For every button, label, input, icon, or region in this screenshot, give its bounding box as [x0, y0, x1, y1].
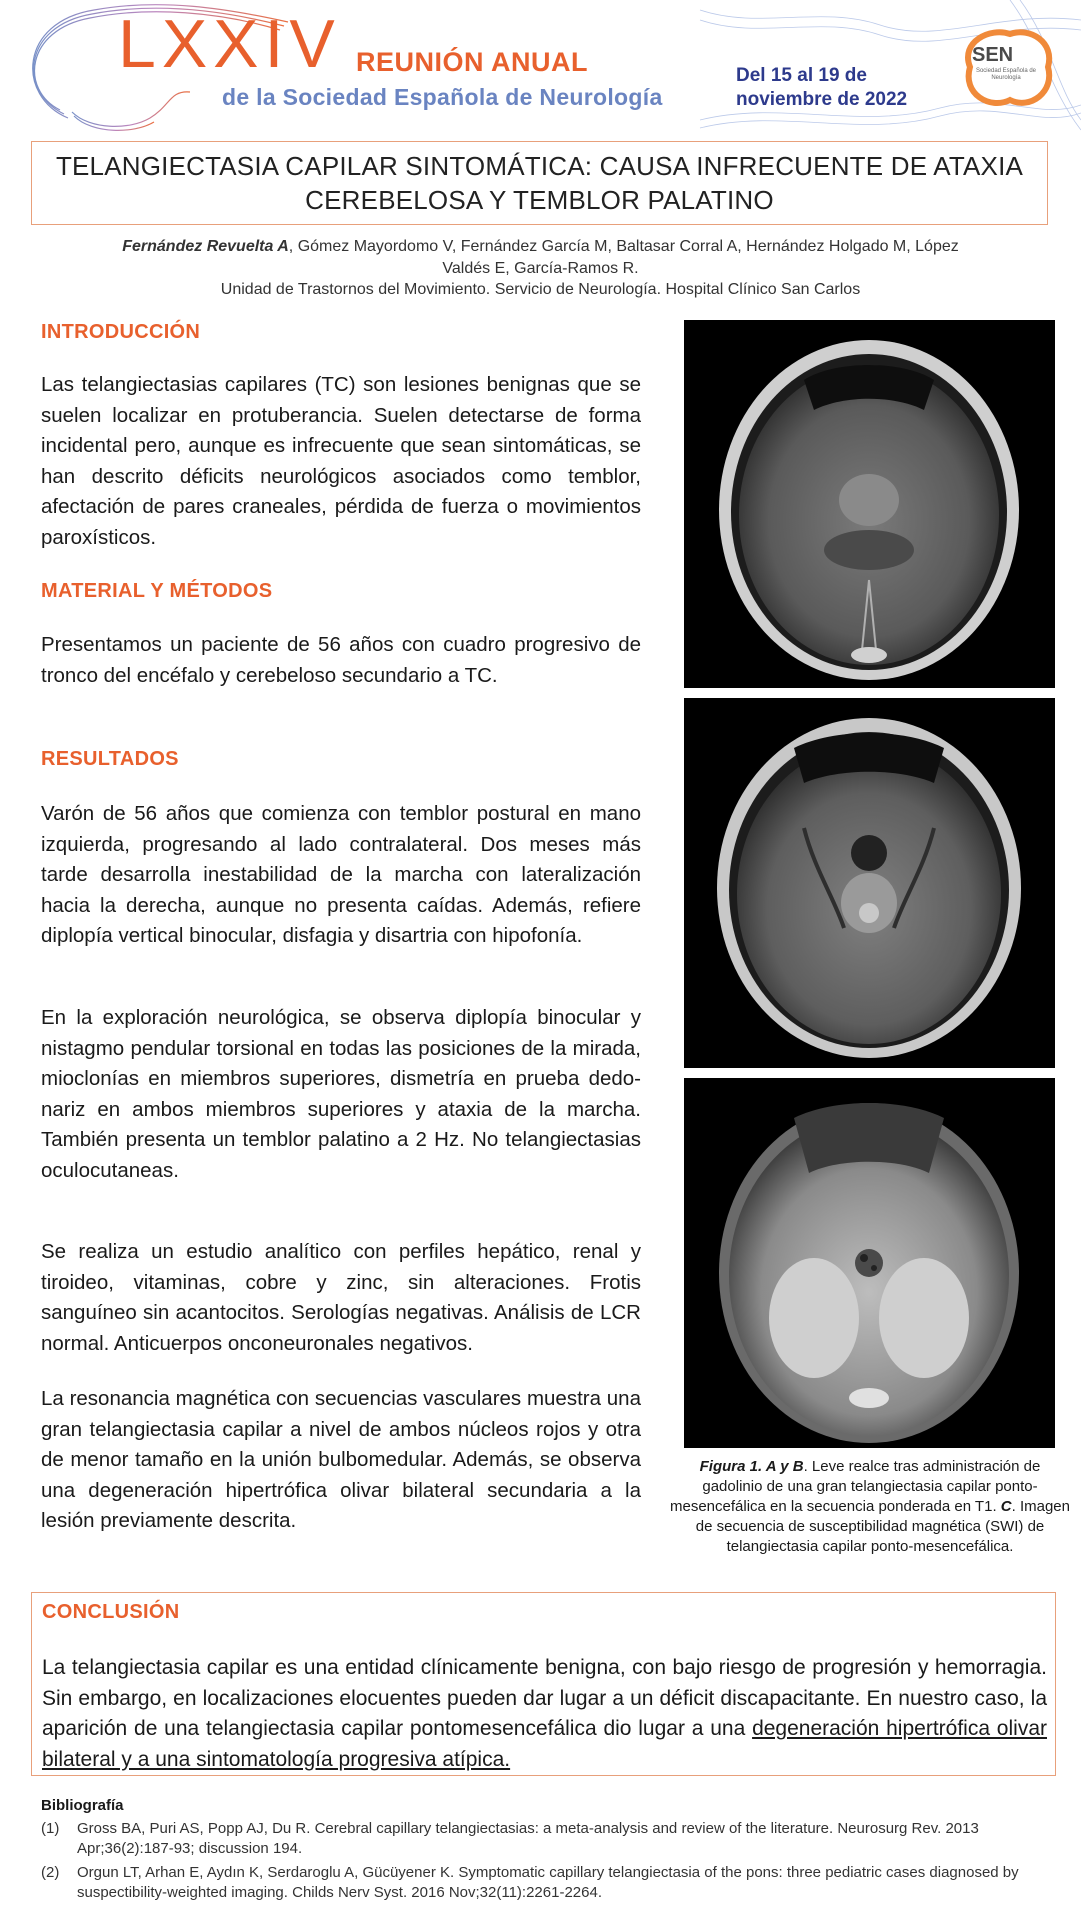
- mri-image-b: [684, 698, 1055, 1068]
- caption-text-ab: . Leve realce tras administración de gadolinio de una gran telangiectasia capilar ponto-mesencefálica en la secuencia ponderada en T1.: [670, 1458, 1041, 1515]
- mri-image-a: [684, 320, 1055, 688]
- results-heading: RESULTADOS: [41, 748, 179, 770]
- caption-label-c: C: [1000, 1498, 1012, 1515]
- methods-heading: MATERIAL Y MÉTODOS: [41, 580, 273, 602]
- bib-number: (2): [41, 1864, 60, 1881]
- first-author: Fernández Revuelta A: [122, 238, 289, 255]
- intro-heading: INTRODUCCIÓN: [41, 321, 201, 343]
- conclusion-body: La telangiectasia capilar es una entidad clínicamente benigna, con bajo riesgo de progresión y hemorragia. Sin embargo, en localizaciones elocuentes pueden dar lugar a un déficit discapacitante. En nuestro caso, la aparición de una telangiectasia capilar pontomesencefálica dio lugar a una: [42, 1656, 1047, 1740]
- sen-logo-icon: [950, 22, 1060, 112]
- bibliography-item: [41, 1863, 1051, 1903]
- coauthors: , Gómez Mayordomo V, Fernández García M, Baltasar Corral A, Hernández Holgado M, López Valdés E, García-Ramos R.: [288, 238, 959, 277]
- results-paragraph-2: En la exploración neurológica, se observa diplopía binocular y nistagmo pendular torsional en todas las posiciones de la mirada, mioclonías en miembros superiores, dismetría en prueba dedo-nariz en ambos miembros superiores y ataxia de la marcha. También presenta un temblor palatino a 2 Hz. No telangiectasias oculocutaneas.: [41, 1006, 641, 1182]
- results-paragraph-3: Se realiza un estudio analítico con perfiles hepático, renal y tiroideo, vitaminas, cobre y zinc, sin alteraciones. Frotis sanguíneo sin acantocitos. Serologías negativas. Análisis de LCR normal. Anticuerpos onconeuronales negativos.: [41, 1240, 641, 1355]
- affiliation: Unidad de Trastornos del Movimiento. Servicio de Neurología. Hospital Clínico San Carlos: [220, 281, 861, 298]
- congress-dates: Del 15 al 19 de noviembre de 2022: [736, 65, 908, 110]
- bib-number: (1): [41, 1820, 60, 1837]
- bibliography-item: [41, 1819, 1051, 1859]
- conclusion-heading: CONCLUSIÓN: [42, 1601, 180, 1623]
- poster-title: TELANGIECTASIA CAPILAR SINTOMÁTICA: CAUSA INFRECUENTE DE ATAXIA CEREBELOSA Y TEMBLOR PALATINO: [55, 151, 1024, 215]
- results-paragraph-4: La resonancia magnética con secuencias vasculares muestra una gran telangiectasia capilar a nivel de ambos núcleos rojos y otra de menor tamaño en la unión bulbomedular. Además, se observa una degeneración hipertrófica olivar bilateral secundaria a la lesión previamente descrita.: [41, 1387, 641, 1532]
- intro-text: Las telangiectasias capilares (TC) son lesiones benignas que se suelen localizar en protuberancia. Suelen detectarse de forma incidental pero, aunque es infrecuente que sean sintomáticas, se han descrito déficits neurológicos asociados como temblor, afectación de pares craneales, pérdida de fuerza o movimientos paroxísticos.: [41, 373, 641, 549]
- results-paragraph-1: Varón de 56 años que comienza con temblor postural en mano izquierda, progresando al lado contralateral. Dos meses más tarde desarrolla inestabilidad de la marcha con lateralización hacia la derecha, aunque no presenta caídas. Además, refiere diplopía vertical binocular, disfagia y disartria con hipofonía.: [41, 802, 641, 947]
- methods-text: Presentamos un paciente de 56 años con cuadro progresivo de tronco del encéfalo y cerebeloso secundario a TC.: [41, 633, 641, 687]
- figure-caption: [670, 1457, 1070, 1557]
- congress-header: [0, 0, 1081, 140]
- sen-logo-subtext: Sociedad Española de Neurología: [975, 68, 1037, 81]
- caption-label-ab: Figura 1. A y B: [699, 1458, 804, 1475]
- bibliography-heading: Bibliografía: [41, 1797, 124, 1814]
- authors: [100, 236, 981, 280]
- congress-number: LXXIV: [118, 6, 341, 82]
- poster-title-box: [31, 141, 1048, 225]
- conclusion-box: [31, 1592, 1056, 1776]
- caption-text-c: . Imagen de secuencia de susceptibilidad magnética (SWI) de telangiectasia capilar ponto-mesencefálica.: [695, 1498, 1070, 1555]
- bib-text: Orgun LT, Arhan E, Aydın K, Serdaroglu A, Gücüyener K. Symptomatic capillary telangiectasia of the pons: three pediatric cases diagnosed by suspectibility-weighted imaging. Childs Nerv Syst. 2016 Nov;32(11):2261-2264.: [77, 1864, 1019, 1901]
- congress-title: REUNIÓN ANUAL: [356, 47, 588, 77]
- conclusion-underlined: degeneración hipertrófica olivar bilateral y a una sintomatología progresiva atípica.: [42, 1717, 1047, 1771]
- mri-image-c: [684, 1078, 1055, 1448]
- conclusion-text: [42, 1653, 1047, 1775]
- congress-subtitle: de la Sociedad Española de Neurología: [222, 84, 663, 110]
- bib-text: Gross BA, Puri AS, Popp AJ, Du R. Cerebral capillary telangiectasias: a meta-analysis and review of the literature. Neurosurg Rev. 2013 Apr;36(2):187-93; discussion 194.: [77, 1820, 979, 1857]
- sen-logo-text: SEN: [972, 44, 1014, 66]
